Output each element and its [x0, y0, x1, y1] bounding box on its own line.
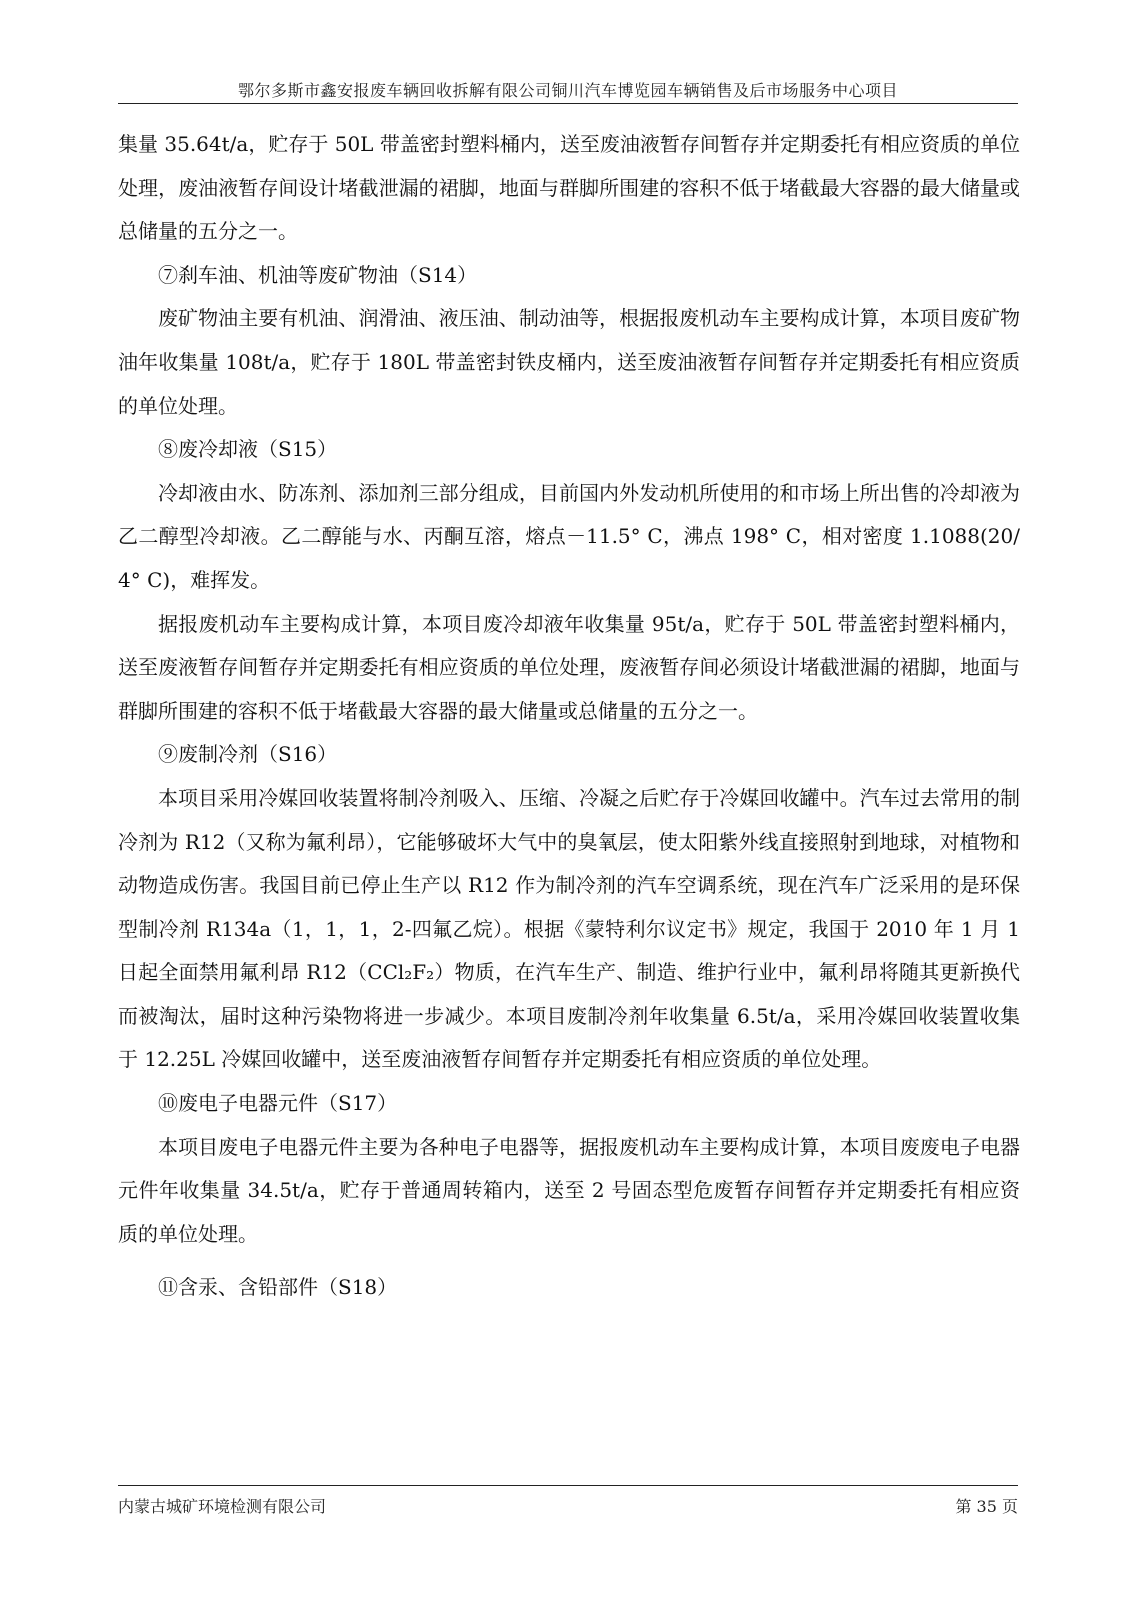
footer-company: 内蒙古城矿环境检测有限公司 [118, 1497, 327, 1516]
paragraph-refrigerant: 本项目采用冷媒回收装置将制冷剂吸入、压缩、冷凝之后贮存于冷媒回收罐中。汽车过去常用的制冷剂为 R12（又称为氟利昂），它能够破坏大气中的臭氧层，使太阳紫外线直接照射到地球，对植物和动物造成伤害。我国目前已停止生产以 R12 作为制冷剂的汽车空调系统，现在汽车广泛采用的是环保型制冷剂 R134a（1，1，1，2-四氟乙烷）。根据《蒙特利尔议定书》规定，我国于 2010 年 1 月 1 日起全面禁用氟利昂 R12（CCl₂F₂）物质，在汽车生产、制造、维护行业中，氟利昂将随其更新换代而被淘汰，届时这种污染物将进一步减少。本项目废制冷剂年收集量 6.5t/a，采用冷媒回收装置收集于 12.25L 冷媒回收罐中，送至废油液暂存间暂存并定期委托有相应资质的单位处理。 [118, 785, 1020, 1072]
page-header-title: 鄂尔多斯市鑫安报废车辆回收拆解有限公司铜川汽车博览园车辆销售及后市场服务中心项目 [237, 81, 898, 100]
paragraph-coolant-composition: 冷却液由水、防冻剂、添加剂三部分组成，目前国内外发动机所使用的和市场上所出售的冷却液为乙二醇型冷却液。乙二醇能与水、丙酮互溶，熔点－11.5° C，沸点 198° C，相对密度 1.1088(20/4° C)，难挥发。 [118, 480, 1020, 592]
paragraph-waste-mineral-oil: 废矿物油主要有机油、润滑油、液压油、制动油等，根据报废机动车主要构成计算，本项目废矿物油年收集量 108t/a，贮存于 180L 带盖密封铁皮桶内，送至废油液暂存间暂存并定期委托有相应资质的单位处理。 [118, 306, 1020, 418]
section-heading-s16: ⑨废制冷剂（S16） [158, 742, 338, 767]
section-heading-s14: ⑦刹车油、机油等废矿物油（S14） [158, 262, 478, 287]
section-heading-s15: ⑧废冷却液（S15） [158, 437, 338, 462]
paragraph-continuation: 集量 35.64t/a，贮存于 50L 带盖密封塑料桶内，送至废油液暂存间暂存并定期委托有相应资质的单位处理，废油液暂存间设计堵截泄漏的裙脚，地面与群脚所围建的容积不低于堵截最大容器的最大储量或总储量的五分之一。 [118, 132, 1020, 244]
footer-divider [118, 1485, 1018, 1486]
section-heading-s17: ⑩废电子电器元件（S17） [158, 1091, 398, 1116]
document-body [118, 123, 1020, 1310]
section-heading-s18: ⑪含汞、含铅部件（S18） [158, 1275, 398, 1300]
page-number-label: 第 35 页 [955, 1497, 1018, 1516]
header-divider [118, 103, 1018, 104]
page-number [955, 1494, 1018, 1517]
paragraph-coolant-quantity: 据报废机动车主要构成计算，本项目废冷却液年收集量 95t/a，贮存于 50L 带盖密封塑料桶内，送至废液暂存间暂存并定期委托有相应资质的单位处理，废液暂存间必须设计堵截泄漏的裙脚，地面与群脚所围建的容积不低于堵截最大容器的最大储量或总储量的五分之一。 [118, 611, 1020, 723]
paragraph-electronic-components: 本项目废电子电器元件主要为各种电子电器等，据报废机动车主要构成计算，本项目废废电子电器元件年收集量 34.5t/a，贮存于普通周转箱内，送至 2 号固态型危废暂存间暂存并定期委托有相应资质的单位处理。 [118, 1134, 1020, 1246]
